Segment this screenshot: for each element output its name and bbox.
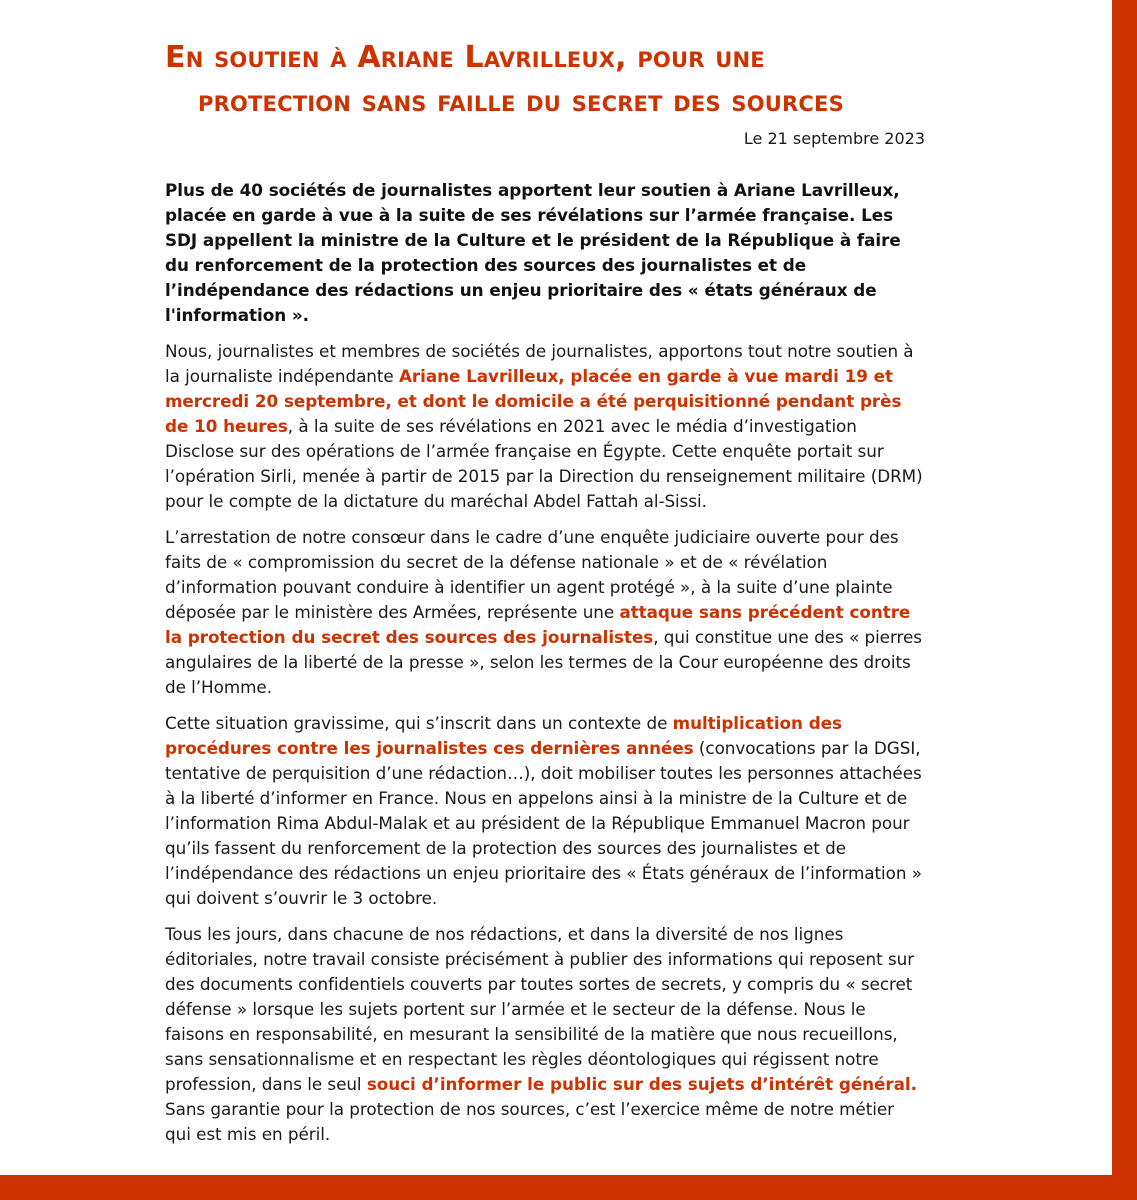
lead-paragraph: Plus de 40 sociétés de journalistes apportent leur soutien à Ariane Lavrilleux, placée en garde à vue à la suite de ses révélations sur l’armée française. Les SDJ appellent la ministre de la Culture et le président de la République à faire du renforcement de la protection des sources des journalistes et de l’indépendance des rédactions un enjeu prioritaire des « états généraux de l'information ». (165, 180, 901, 325)
paragraph-2-text-b: , qui constitue une des « pierres angulaires de la liberté de la presse », selon les termes de la Cour européenne des droits de l’Homme. (165, 627, 922, 697)
paragraph-1-text-a: Nous, journalistes et membres de sociétés de journalistes, apportons tout notre soutien à la journaliste indépendante (165, 341, 914, 386)
paragraph-4 (165, 922, 925, 1147)
publication-date: Le 21 septembre 2023 (743, 129, 925, 148)
paragraph-4-text-b: Sans garantie pour la protection de nos sources, c’est l’exercice même de notre métier qui est mis en péril. (165, 1099, 894, 1144)
right-accent-bar (1112, 0, 1137, 1200)
paragraph-3-text-b: (convocations par la DGSI, tentative de perquisition d’une rédaction…), doit mobiliser toutes les personnes attachées à la liberté d’informer en France. Nous en appelons ainsi à la ministre de la Culture et de l’information Rima Abdul-Malak et au président de la République Emmanuel Macron pour qu’ils fassent du renforcement de la protection des sources des journalistes et de l’indépendance des rédactions un enjeu prioritaire des « États généraux de l’information » qui doivent s’ouvrir le 3 octobre. (165, 738, 922, 908)
press-release (165, 36, 925, 1147)
paragraph-1-highlight: Ariane Lavrilleux, placée en garde à vue mardi 19 et mercredi 20 septembre, et dont le domicile a été perquisitionné pendant près de 10 heures (165, 366, 902, 436)
paragraph-2-highlight: attaque sans précédent contre la protection du secret des sources des journalistes (165, 602, 911, 647)
paragraph-3-highlight: multiplication des procédures contre les journalistes ces dernières années (165, 713, 842, 758)
page-title (165, 36, 925, 124)
paragraph-4-highlight: souci d’informer le public sur des sujets d’intérêt général. (366, 1074, 917, 1094)
paragraph-1-text-b: , à la suite de ses révélations en 2021 avec le média d’investigation Disclose sur des opérations de l’armée française en Égypte. Cette enquête portait sur l’opération Sirli, menée à partir de 2015 par la Direction du renseignement militaire (DRM) pour le compte de la dictature du maréchal Abdel Fattah al-Sissi. (165, 416, 923, 511)
paragraph-2-text-a: L’arrestation de notre consœur dans le cadre d’une enquête judiciaire ouverte pour des faits de « compromission du secret de la défense nationale » et de « révélation d’information pouvant conduire à identifier un agent protégé », à la suite d’une plainte déposée par le ministère des Armées, représente une (165, 527, 899, 622)
bottom-accent-bar (0, 1175, 1137, 1200)
paragraph-3-text-a: Cette situation gravissime, qui s’inscrit dans un contexte de (165, 713, 673, 733)
title-line-1: En soutien à Ariane Lavrilleux, pour une (165, 40, 765, 75)
paragraph-1 (165, 339, 925, 514)
title-line-2: protection sans faille du secret des sources (198, 84, 844, 119)
paragraph-4-text-a: Tous les jours, dans chacune de nos rédactions, et dans la diversité de nos lignes éditoriales, notre travail consiste précisément à publier des informations qui reposent sur des documents confidentiels couverts par toutes sortes de secrets, y compris du « secret défense » lorsque les sujets portent sur l’armée et le secteur de la défense. Nous le faisons en responsabilité, en mesurant la sensibilité de la matière que nous recueillons, sans sensationnalisme et en respectant les règles déontologiques qui régissent notre profession, dans le seul (165, 924, 915, 1094)
paragraph-3 (165, 711, 925, 911)
paragraph-2 (165, 525, 925, 700)
